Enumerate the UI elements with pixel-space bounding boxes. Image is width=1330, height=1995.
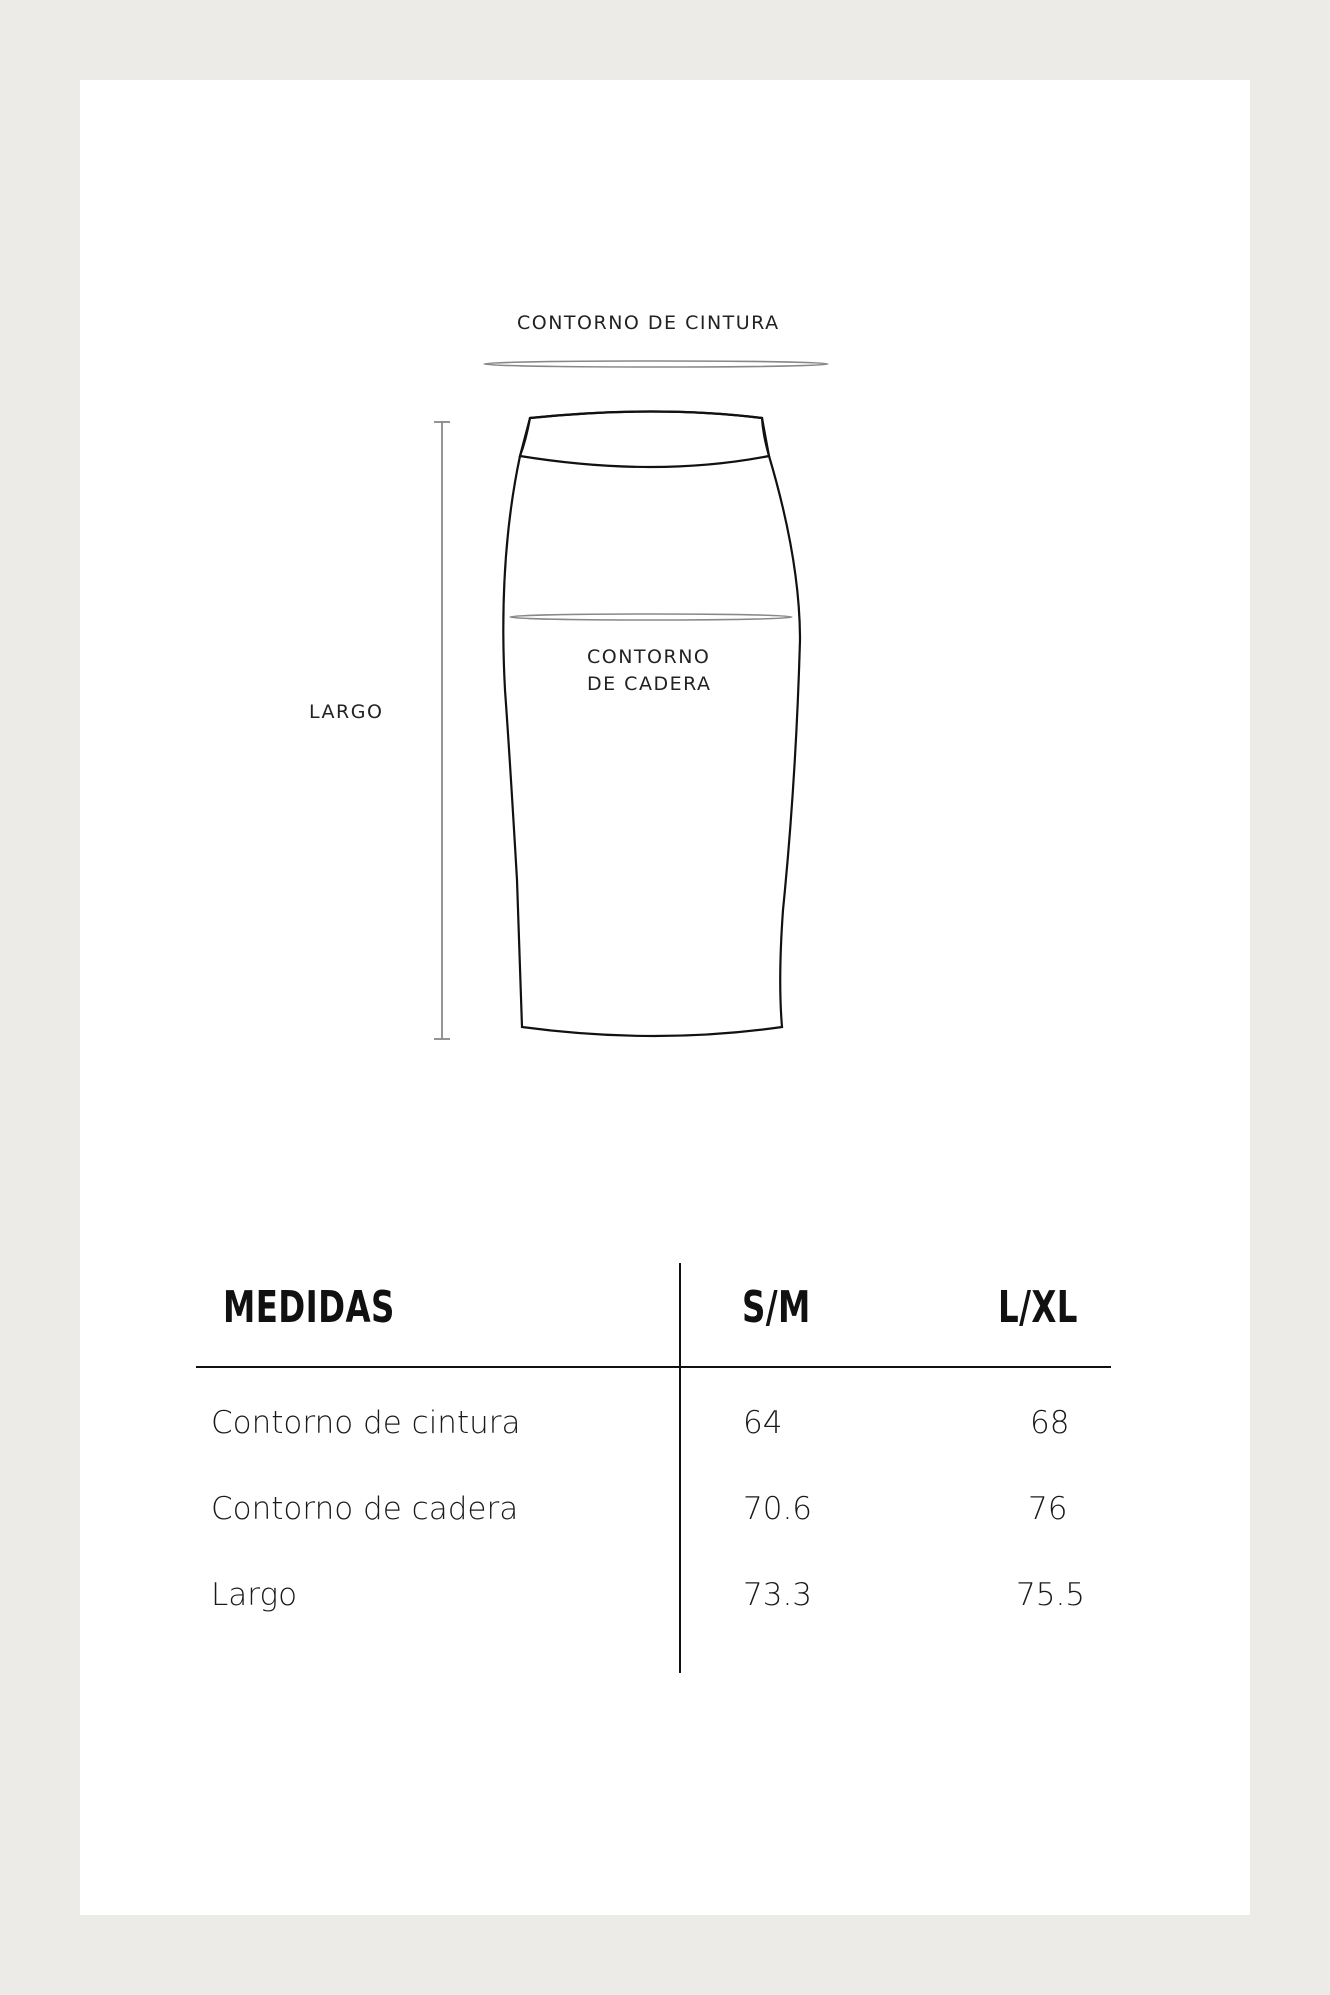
row-label-length: Largo [211,1577,298,1613]
row-label-hip: Contorno de cadera [211,1491,519,1527]
row-hip-lxl: 76 [1028,1491,1068,1527]
row-length-sm: 73.3 [743,1577,813,1613]
row-label-waist: Contorno de cintura [211,1405,521,1441]
skirt-outline [503,412,800,1037]
table-column-divider [679,1263,681,1673]
hip-guide-line [510,614,792,620]
length-label: LARGO [309,701,384,723]
waist-guide-line [484,361,828,367]
table-header-measure: MEDIDAS [223,1282,395,1333]
row-hip-sm: 70.6 [743,1491,813,1527]
table-header-size-lxl: L/XL [998,1282,1078,1333]
table-header-size-sm: S/M [742,1282,811,1333]
skirt-waistband [520,412,769,468]
row-waist-sm: 64 [743,1405,783,1441]
row-length-lxl: 75.5 [1016,1577,1086,1613]
table-header-divider [196,1366,1111,1368]
waist-label: CONTORNO DE CINTURA [517,312,780,334]
row-waist-lxl: 68 [1030,1405,1070,1441]
